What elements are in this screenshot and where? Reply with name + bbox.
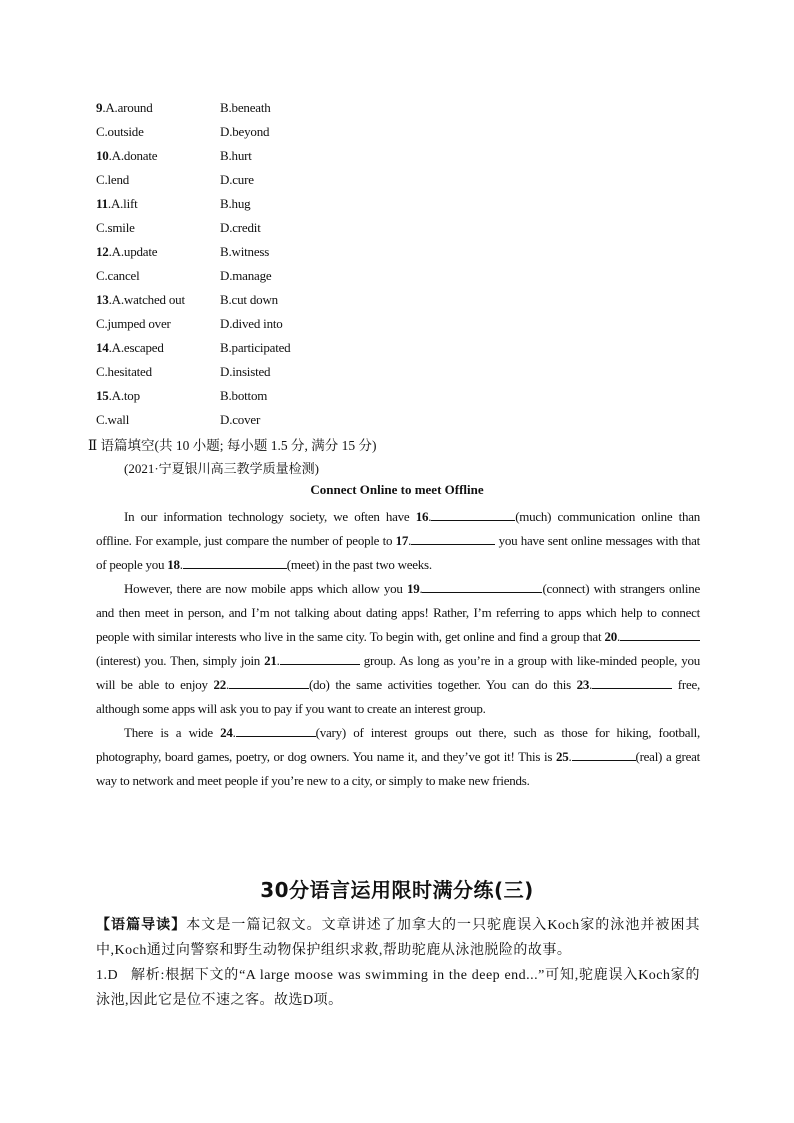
- option-text: C.cancel: [96, 268, 140, 283]
- option-text: C.outside: [96, 124, 144, 139]
- option-b[interactable]: D.cover: [220, 412, 261, 427]
- guide-text: 本文是一篇记叙文。文章讲述了加拿大的一只驼鹿误入Koch家的泳池并被困其中,Koch通过向警察和野生动物保护组织求救,帮助驼鹿从泳池脱险的故事。: [96, 918, 700, 958]
- option-text: .A.top: [108, 388, 140, 403]
- option-b[interactable]: D.credit: [220, 220, 261, 235]
- paragraph-2: However, there are now mobile apps which allow you 19. (connect) with strangers online and then meet in person, and I’m not talking about dating apps! Rather, I’m referring to apps which help to connect people with similar interests who live in the same city. To begin with, get online and find a group that 20.(interest) you. Then, simply join 21. group. As long as you’re in a group with like-minded people, you will be able to enjoy 22. (do) the same activities together. You can do this 23. free, although some apps will ask you to pay if you want to create an interest group.: [96, 581, 701, 716]
- blank-16[interactable]: [431, 507, 515, 521]
- option-text: C.lend: [96, 172, 130, 187]
- question-number: 13: [96, 292, 109, 307]
- question-number: 16: [415, 509, 429, 524]
- option-a[interactable]: [96, 195, 138, 213]
- option-a[interactable]: [96, 147, 157, 165]
- option-a[interactable]: [96, 267, 140, 285]
- option-text: C.wall: [96, 412, 130, 427]
- option-a[interactable]: [96, 219, 135, 237]
- passage-body: [96, 505, 700, 793]
- question-number: 25: [556, 749, 569, 764]
- option-text: C.smile: [96, 220, 135, 235]
- question-number: 18: [167, 557, 180, 572]
- option-b[interactable]: B.cut down: [220, 292, 278, 307]
- option-b[interactable]: B.hug: [220, 196, 251, 211]
- option-a[interactable]: [96, 411, 129, 429]
- question-number: 22: [213, 677, 226, 692]
- blank-19[interactable]: [422, 579, 542, 593]
- option-a[interactable]: [96, 339, 164, 357]
- passage-text: (do) the same activities together. You can do this: [308, 677, 577, 692]
- option-text: .A.lift: [107, 196, 138, 211]
- question-number: 9: [96, 100, 103, 115]
- question-number: 14: [96, 340, 109, 355]
- question-number: 11: [96, 196, 108, 211]
- blank-18[interactable]: [183, 555, 287, 569]
- option-text: .A.watched out: [108, 292, 185, 307]
- question-number: 24: [220, 725, 233, 740]
- passage-text: There is a wide: [124, 725, 221, 740]
- option-b[interactable]: B.hurt: [220, 148, 252, 163]
- passage-text: you have sent online messages with that of people you: [96, 533, 701, 572]
- passage-text: (connect) with strangers online and then meet in person, and I’m not talking about dating apps! Rather, I’m referring to apps which help to connect people with similar interests who live in the same city. To begin with, get online and find a group that: [96, 581, 701, 644]
- passage-title: Connect Online to meet Offline: [310, 482, 484, 497]
- option-b[interactable]: D.dived into: [220, 316, 283, 331]
- answer-explanation: 解析:根据下文的“A large moose was swimming in the deep end...”可知,驼鹿误入Koch家的泳池,因此它是位不速之客。故选D项。: [96, 968, 700, 1008]
- question-number: 12: [96, 244, 109, 259]
- option-a[interactable]: [96, 123, 144, 141]
- reading-guide: [96, 913, 700, 963]
- passage-text: (meet) in the past two weeks.: [286, 557, 432, 572]
- question-number: 17: [395, 533, 409, 548]
- answer-section-title: 30分语言运用限时满分练(三): [260, 878, 534, 902]
- blank-24[interactable]: [236, 723, 316, 737]
- section-heading: Ⅱ 语篇填空(共 10 小题; 每小题 1.5 分, 满分 15 分): [88, 438, 377, 453]
- passage-text: In our information technology society, we often have: [124, 509, 416, 524]
- option-b[interactable]: D.manage: [220, 268, 272, 283]
- option-a[interactable]: [96, 243, 157, 261]
- passage-text: free, although some apps will ask you to pay if you want to create an interest group.: [96, 677, 701, 716]
- option-a[interactable]: [96, 315, 171, 333]
- option-text: .A.escaped: [108, 340, 164, 355]
- answer-section-body: [96, 913, 700, 1013]
- option-b[interactable]: B.bottom: [220, 388, 268, 403]
- option-b[interactable]: D.cure: [220, 172, 254, 187]
- option-b[interactable]: D.insisted: [220, 364, 271, 379]
- passage-text: However, there are now mobile apps which allow you: [124, 581, 407, 596]
- passage-text: (real) a great way to network and meet people if you’re new to a city, or simply to make new friends.: [96, 749, 700, 788]
- blank-23[interactable]: [592, 675, 672, 689]
- option-b[interactable]: B.witness: [220, 244, 270, 259]
- question-number: 23: [576, 677, 590, 692]
- blank-17[interactable]: [411, 531, 495, 545]
- passage-text: (interest) you. Then, simply join: [96, 653, 265, 668]
- paragraph-1: In our information technology society, we often have 16. (much) communication online than offline. For example, just compare the number of people to 17. you have sent online messages with that of people you 18. (meet) in the past two weeks.: [96, 509, 701, 572]
- answer-number: 1.D: [96, 968, 119, 983]
- question-number: 21: [264, 653, 277, 668]
- option-a[interactable]: [96, 363, 152, 381]
- question-number: 15: [96, 388, 109, 403]
- option-text: .A.donate: [108, 148, 158, 163]
- passage-text: (much) communication online than offline. For example, just compare the number of people to: [96, 509, 700, 548]
- option-a[interactable]: [96, 171, 129, 189]
- option-text: C.jumped over: [96, 316, 171, 331]
- passage-text: group. As long as you’re in a group with like-minded people, you will be able to enjoy: [96, 653, 700, 692]
- blank-21[interactable]: [280, 651, 360, 665]
- blank-22[interactable]: [229, 675, 309, 689]
- answer-1: [96, 963, 700, 1013]
- option-b[interactable]: D.beyond: [220, 124, 270, 139]
- option-b[interactable]: B.beneath: [220, 100, 271, 115]
- question-number: 10: [96, 148, 109, 163]
- paragraph-3: There is a wide 24. (vary) of interest groups out there, such as those for hiking, football, photography, board games, poetry, or dog owners. You name it, and they’ve got it! This is 25. (real) a great way to network and meet people if you’re new to a city, or simply to make new friends.: [96, 725, 700, 788]
- option-text: .A.around: [102, 100, 153, 115]
- option-a[interactable]: [96, 99, 153, 117]
- blank-20[interactable]: [620, 627, 700, 641]
- option-text: C.hesitated: [96, 364, 152, 379]
- source-note: (2021·宁夏银川高三教学质量检测): [124, 461, 319, 476]
- option-a[interactable]: [96, 291, 185, 309]
- option-b[interactable]: B.participated: [220, 340, 291, 355]
- question-number: 19: [406, 581, 420, 596]
- option-text: .A.update: [108, 244, 158, 259]
- option-a[interactable]: [96, 387, 140, 405]
- question-number: 20: [604, 629, 617, 644]
- passage-text: (vary) of interest groups out there, such as those for hiking, football, photography, board games, poetry, or dog owners. You name it, and they’ve got it! This is: [96, 725, 700, 764]
- blank-25[interactable]: [572, 747, 636, 761]
- guide-label: 【语篇导读】: [96, 918, 187, 933]
